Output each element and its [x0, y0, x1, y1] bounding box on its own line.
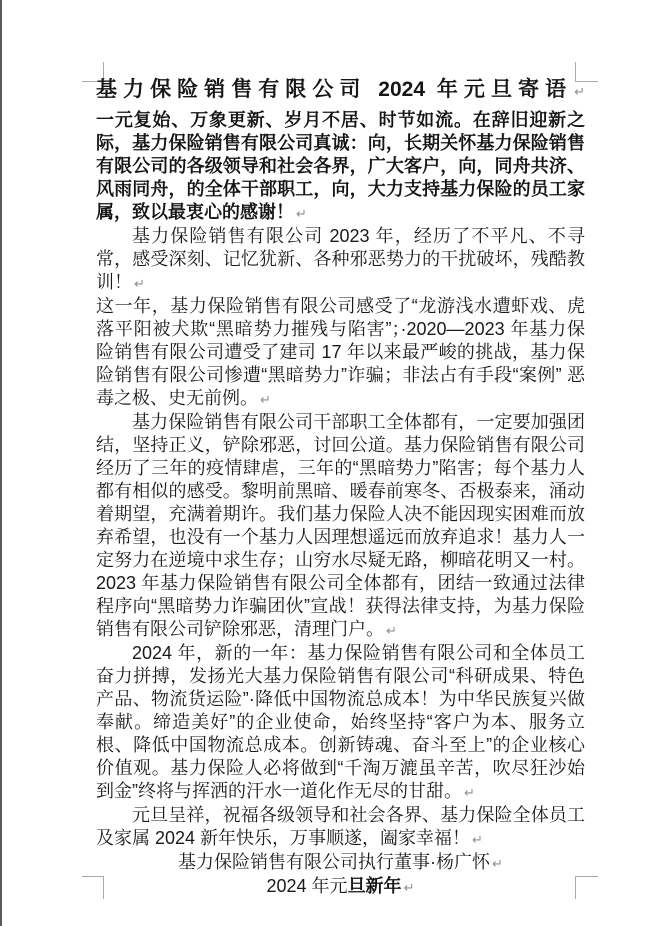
paragraph-mark-icon: ↵ [296, 206, 307, 221]
paragraph-mark-icon: ↵ [403, 880, 415, 895]
year-2023-review-text: 基力保险销售有限公司 2023 年，经历了不平凡、不寻常，感受深刻、记忆犹新、各种邪恶势力的干扰破坏，残酷教训！ [96, 226, 585, 292]
signature-line[interactable] [96, 851, 585, 875]
date-line[interactable] [96, 875, 585, 899]
document-text-area[interactable] [96, 76, 585, 899]
paragraph-mark-icon: ↵ [472, 832, 483, 847]
paragraph-mark-icon: ↵ [464, 785, 475, 800]
paragraph-mark-icon: ↵ [574, 84, 585, 99]
year-2023-review-paragraph[interactable] [96, 225, 585, 295]
greeting-paragraph-text: 一元复始、万象更新、岁月不居、时节如流。在辞旧迎新之际，基力保险销售有限公司真诚：向，长期关怀基力保险销售有限公司的各级领导和社会各界，广大客户，向，同舟共济、风雨同舟，的全体干部职工，向，大力支持基力保险的员工家属，致以最衷心的感谢！ [96, 110, 585, 222]
year-2024-outlook-text: 2024 年，新的一年：基力保险销售有限公司和全体员工奋力拼搏，发扬光大基力保险销售有限公司“科研成果、特色产品、物流货运险”·降低中国物流总成本！为中华民族复兴做奉献。缔造美好”的企业使命，始终坚持“客户为本、服务立根、降低中国物流总成本。创新铸魂、奋斗至上”的企业核心价值观。基力保险人必将做到“千淘万漉虽辛苦，吹尽狂沙始到金”终将与挥洒的汗水一道化作无尽的甘甜。 [96, 643, 585, 801]
paragraph-mark-icon: ↵ [134, 276, 145, 291]
document-title[interactable] [96, 76, 585, 105]
date-line-bold-text: 旦新年 [347, 876, 402, 896]
greeting-paragraph[interactable] [96, 109, 585, 225]
blessing-paragraph-text: 元旦呈祥，祝福各级领导和社会各界、基力保险全体员工及家属 2024 新年快乐，万事顺遂，阖家幸福！ [96, 805, 585, 848]
paragraph-mark-icon: ↵ [260, 392, 271, 407]
paragraph-mark-icon: ↵ [492, 856, 503, 871]
blessing-paragraph[interactable] [96, 804, 585, 851]
paragraph-mark-icon: ↵ [386, 623, 397, 638]
date-line-regular-text: 2024 年元 [266, 876, 348, 896]
signature-text: 基力保险销售有限公司执行董事·杨广怀 [178, 852, 491, 872]
hardship-paragraph-text: 这一年，基力保险销售有限公司感受了“龙游浅水遭虾戏、虎落平阳被犬欺“黑暗势力摧残与陷害”；·2020—2023 年基力保险销售有限公司遭受了建司 17 年以来最严峻的挑战，基力保险销售有限公司惨遭“黑暗势力”诈骗；非法占有手段“案例” 恶毒之极、史无前例。 [96, 296, 585, 408]
hardship-paragraph[interactable] [96, 295, 585, 411]
unity-paragraph-text: 基力保险销售有限公司干部职工全体都有，一定要加强团结，坚持正义，铲除邪恶，讨回公道。基力保险销售有限公司经历了三年的疫情肆虐，三年的“黑暗势力”陷害；每个基力人都有相似的感受。黎明前黑暗、暖春前寒冬、否极泰来，涌动着期望，充满着期许。我们基力保险人决不能因现实困难而放弃希望，也没有一个基力人因理想遥远而放弃追求！基力人一定努力在逆境中求生存；山穷水尽疑无路，柳暗花明又一村。2023 年基力保险销售有限公司全体都有，团结一致通过法律程序向“黑暗势力诈骗团伙”宣战！获得法律支持，为基力保险销售有限公司铲除邪恶，清理门户。 [96, 412, 585, 639]
unity-paragraph[interactable] [96, 411, 585, 642]
window-left-edge [0, 0, 2, 926]
document-title-text: 基力保险销售有限公司 2024 年元旦寄语 [96, 78, 573, 101]
year-2024-outlook-paragraph[interactable] [96, 642, 585, 804]
